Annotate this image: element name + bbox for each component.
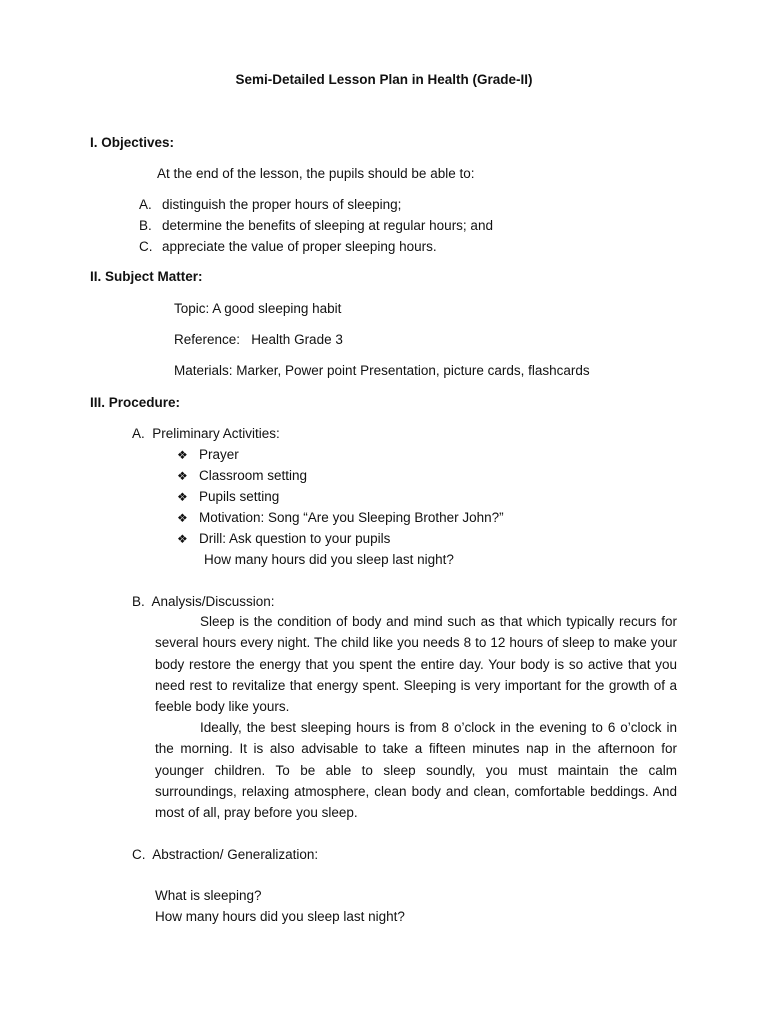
objective-marker: B.	[139, 218, 152, 233]
discussion-paragraph	[155, 611, 677, 717]
objective-text: distinguish the proper hours of sleeping;	[162, 197, 402, 212]
bullet-text: Classroom setting	[199, 468, 308, 483]
bullet-text: Pupils setting	[199, 489, 280, 504]
reference-line: Reference: Health Grade 3	[174, 332, 343, 347]
bullet-text: Motivation: Song “Are you Sleeping Brother John?”	[199, 510, 504, 525]
subject-matter-heading: II. Subject Matter:	[90, 269, 203, 284]
generalization-question: How many hours did you sleep last night?	[155, 909, 405, 924]
diamond-bullet-icon: ❖	[177, 532, 188, 546]
list-item	[177, 531, 390, 547]
abstraction-generalization-label: C. Abstraction/ Generalization:	[132, 847, 319, 862]
diamond-bullet-icon: ❖	[177, 469, 188, 483]
page-title: Semi-Detailed Lesson Plan in Health (Grade-II)	[235, 72, 533, 87]
list-item	[177, 510, 504, 526]
paragraph-text: Ideally, the best sleeping hours is from 8 o’clock in the evening to 6 o’clock in the morning. It is also advisable to take a fifteen minutes nap in the afternoon for younger children. To be able to sleep soundly, you must maintain the calm surroundings, relaxing atmosphere, clean body and clean, comfortable beddings. And most of all, pray before you sleep.	[155, 720, 677, 821]
list-item	[177, 489, 279, 505]
objective-marker: A.	[139, 197, 152, 212]
materials-line: Materials: Marker, Power point Presentation, picture cards, flashcards	[174, 363, 590, 378]
topic-line: Topic: A good sleeping habit	[174, 301, 342, 316]
bullet-text: Drill: Ask question to your pupils	[199, 531, 391, 546]
objective-text: appreciate the value of proper sleeping hours.	[162, 239, 437, 254]
list-item	[177, 447, 239, 463]
bullet-text: Prayer	[199, 447, 239, 462]
generalization-question: What is sleeping?	[155, 888, 262, 903]
objective-text: determine the benefits of sleeping at regular hours; and	[162, 218, 493, 233]
diamond-bullet-icon: ❖	[177, 490, 188, 504]
discussion-paragraph	[155, 717, 677, 823]
procedure-heading: III. Procedure:	[90, 395, 181, 410]
objectives-intro: At the end of the lesson, the pupils should be able to:	[157, 166, 475, 181]
drill-question: How many hours did you sleep last night?	[204, 552, 454, 567]
diamond-bullet-icon: ❖	[177, 448, 188, 462]
objective-item	[139, 218, 493, 234]
objective-item	[139, 197, 401, 213]
preliminary-activities-label: A. Preliminary Activities:	[132, 426, 280, 441]
list-item	[177, 468, 307, 484]
paragraph-text: Sleep is the condition of body and mind such as that which typically recurs for several hours every night. The child like you needs 8 to 12 hours of sleep to make your body restore the energy that you spent the entire day. Your body is so active that you need rest to revitalize that energy spent. Sleeping is very important for the growth of a feeble body like yours.	[155, 614, 677, 715]
objective-marker: C.	[139, 239, 153, 254]
analysis-discussion-label: B. Analysis/Discussion:	[132, 594, 275, 609]
objectives-heading: I. Objectives:	[90, 135, 175, 150]
diamond-bullet-icon: ❖	[177, 511, 188, 525]
objective-item	[139, 239, 437, 255]
